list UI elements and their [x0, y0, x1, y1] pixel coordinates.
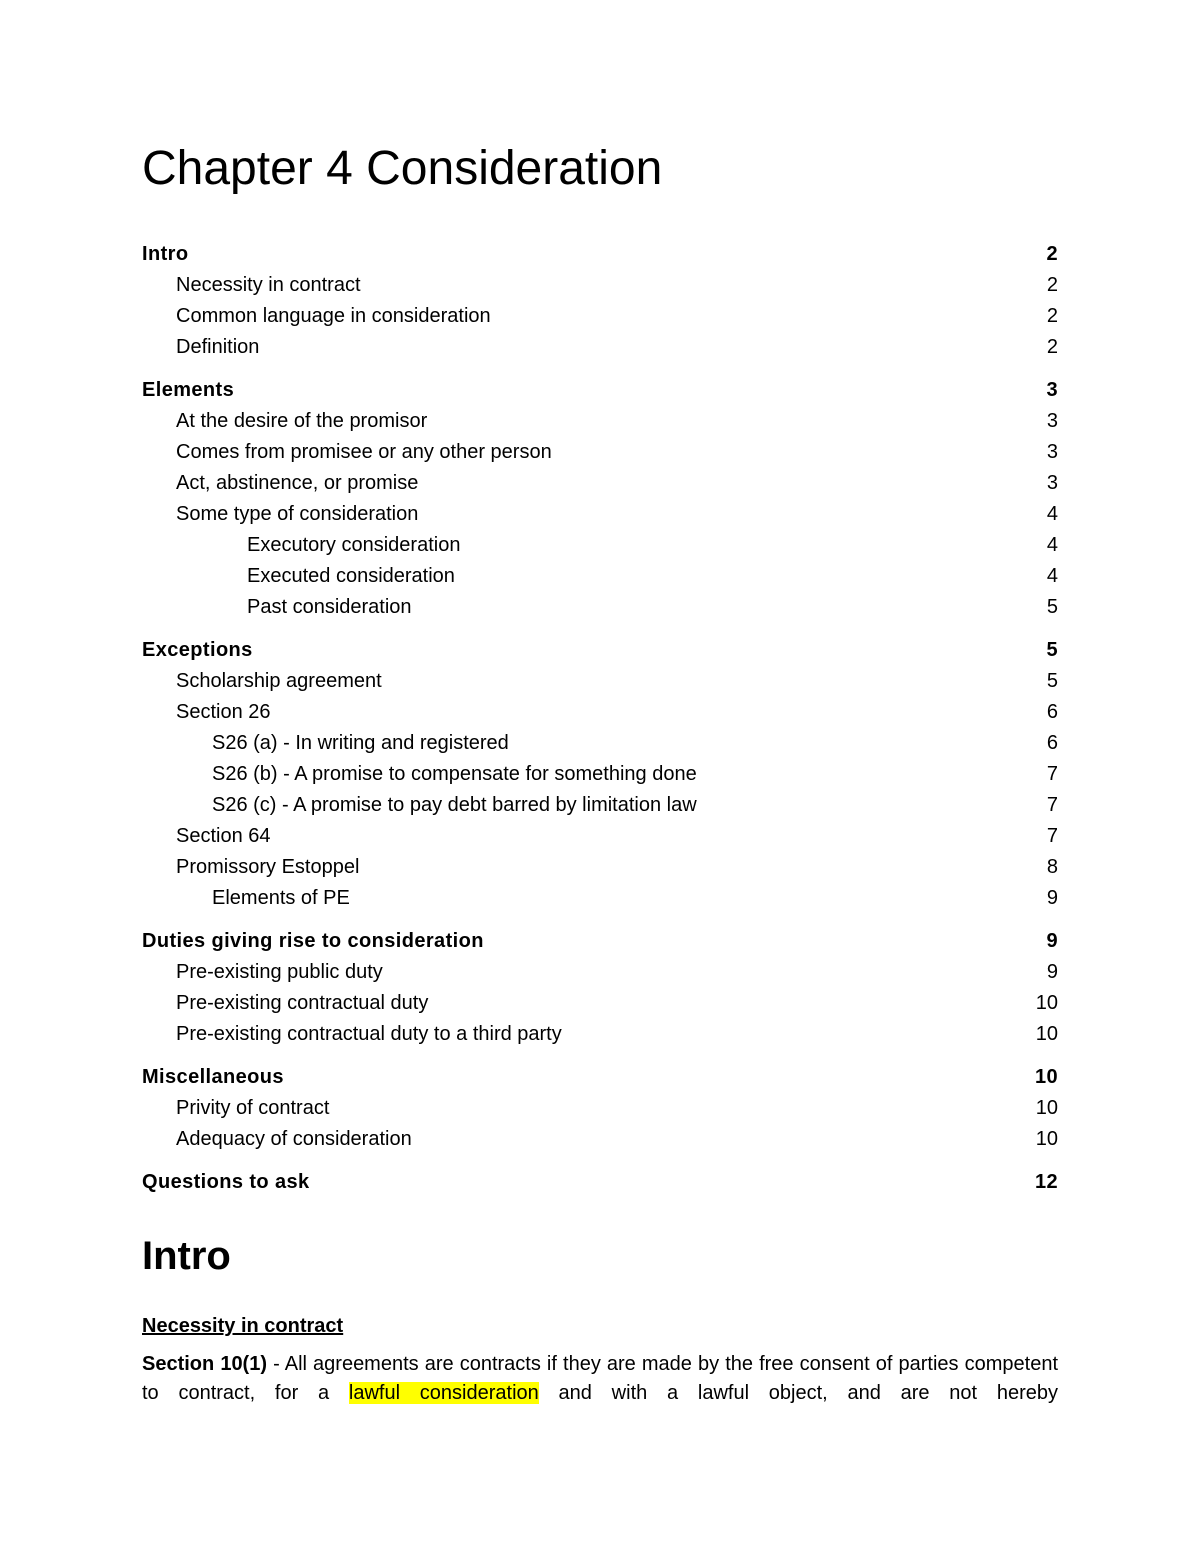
toc-entry[interactable]	[142, 697, 1058, 728]
toc-entry[interactable]	[142, 270, 1058, 301]
paragraph-text: - All agreements are contracts if they are made by the free consent of parties competent to contract, for a	[142, 1353, 1058, 1404]
toc-entry-page: 4	[1046, 534, 1058, 556]
toc-entry-page: 9	[1046, 961, 1058, 983]
toc-entry[interactable]	[142, 592, 1058, 623]
toc-entry-label: Comes from promisee or any other person	[176, 441, 552, 463]
toc-entry[interactable]	[142, 957, 1058, 988]
section-reference: Section 10(1)	[142, 1353, 268, 1375]
toc-entry[interactable]	[142, 1167, 1058, 1198]
toc-entry-page: 3	[1046, 472, 1058, 494]
toc-entry-page: 2	[1046, 243, 1058, 265]
toc-entry-label: Scholarship agreement	[176, 670, 382, 692]
toc-entry[interactable]	[142, 375, 1058, 406]
toc-entry-page: 2	[1046, 336, 1058, 358]
toc-entry-label: Promissory Estoppel	[176, 856, 360, 878]
paragraph-text-continued: and with a lawful object, and are not hereby	[538, 1382, 1059, 1404]
toc-entry[interactable]	[142, 468, 1058, 499]
section-heading: Intro	[142, 1234, 231, 1278]
toc-entry-label: S26 (b) - A promise to compensate for something done	[212, 763, 697, 785]
toc-entry-page: 10	[1035, 992, 1058, 1014]
toc-entry-label: Pre-existing contractual duty to a third party	[176, 1023, 562, 1045]
toc-entry-page: 7	[1046, 825, 1058, 847]
toc-entry-page: 6	[1046, 732, 1058, 754]
toc-entry-page: 10	[1034, 1066, 1058, 1088]
toc-entry[interactable]	[142, 1093, 1058, 1124]
toc-entry-label: At the desire of the promisor	[176, 410, 428, 432]
toc-entry-page: 7	[1046, 763, 1058, 785]
toc-entry-label: Act, abstinence, or promise	[176, 472, 419, 494]
toc-entry-label: Definition	[176, 336, 260, 358]
toc-entry[interactable]	[142, 821, 1058, 852]
toc-entry-page: 4	[1046, 503, 1058, 525]
toc-entry-page: 9	[1046, 887, 1058, 909]
toc-entry-label: Elements	[142, 379, 235, 401]
toc-entry[interactable]	[142, 790, 1058, 821]
toc-entry[interactable]	[142, 499, 1058, 530]
toc-entry-label: Past consideration	[247, 596, 412, 618]
toc-entry-page: 3	[1046, 410, 1058, 432]
toc-entry-page: 3	[1046, 441, 1058, 463]
toc-entry-page: 5	[1046, 596, 1058, 618]
toc-entry-label: Exceptions	[142, 639, 253, 661]
toc-entry-label: S26 (c) - A promise to pay debt barred by limitation law	[212, 794, 697, 816]
toc-entry-label: Section 26	[176, 701, 271, 723]
toc-entry[interactable]	[142, 406, 1058, 437]
toc-entry[interactable]	[142, 1124, 1058, 1155]
toc-entry-page: 10	[1035, 1128, 1058, 1150]
toc-entry[interactable]	[142, 635, 1058, 666]
toc-entry-label: Some type of consideration	[176, 503, 419, 525]
toc-entry-page: 9	[1046, 930, 1058, 952]
toc-entry-page: 2	[1046, 305, 1058, 327]
toc-entry-page: 8	[1046, 856, 1058, 878]
toc-entry[interactable]	[142, 437, 1058, 468]
toc-entry-label: Section 64	[176, 825, 271, 847]
toc-entry-page: 6	[1046, 701, 1058, 723]
toc-entry[interactable]	[142, 561, 1058, 592]
toc-entry-label: Adequacy of consideration	[176, 1128, 412, 1150]
toc-entry-page: 10	[1035, 1023, 1058, 1045]
toc-entry-label: Questions to ask	[142, 1171, 310, 1193]
toc-entry[interactable]	[142, 988, 1058, 1019]
toc-entry-label: S26 (a) - In writing and registered	[212, 732, 509, 754]
toc-entry-label: Privity of contract	[176, 1097, 330, 1119]
toc-entry-page: 7	[1046, 794, 1058, 816]
toc-entry-label: Duties giving rise to consideration	[142, 930, 484, 952]
highlighted-text: lawful consideration	[348, 1382, 539, 1404]
toc-entry[interactable]	[142, 666, 1058, 697]
toc-entry-label: Elements of PE	[212, 887, 350, 909]
toc-entry-page: 3	[1046, 379, 1058, 401]
toc-entry-label: Necessity in contract	[176, 274, 361, 296]
toc-entry[interactable]	[142, 852, 1058, 883]
toc-entry[interactable]	[142, 926, 1058, 957]
toc-entry-label: Pre-existing public duty	[176, 961, 383, 983]
toc-entry-label: Intro	[142, 243, 189, 265]
toc-entry-page: 5	[1046, 670, 1058, 692]
document-title: Chapter 4 Consideration	[142, 142, 663, 195]
toc-entry-page: 2	[1046, 274, 1058, 296]
toc-entry[interactable]	[142, 1019, 1058, 1050]
toc-entry-label: Executed consideration	[247, 565, 455, 587]
toc-entry[interactable]	[142, 759, 1058, 790]
toc-entry-label: Executory consideration	[247, 534, 461, 556]
subsection-heading: Necessity in contract	[142, 1315, 344, 1337]
table-of-contents	[142, 239, 1058, 1198]
toc-entry[interactable]	[142, 728, 1058, 759]
toc-entry[interactable]	[142, 301, 1058, 332]
toc-entry[interactable]	[142, 239, 1058, 270]
toc-entry-label: Pre-existing contractual duty	[176, 992, 429, 1014]
toc-entry-label: Miscellaneous	[142, 1066, 284, 1088]
toc-entry-page: 12	[1034, 1171, 1058, 1193]
toc-entry-page: 10	[1035, 1097, 1058, 1119]
toc-entry[interactable]	[142, 530, 1058, 561]
toc-entry[interactable]	[142, 883, 1058, 914]
toc-entry[interactable]	[142, 1062, 1058, 1093]
toc-entry-page: 5	[1046, 639, 1058, 661]
body-paragraph	[142, 1350, 1058, 1408]
toc-entry[interactable]	[142, 332, 1058, 363]
toc-entry-page: 4	[1046, 565, 1058, 587]
toc-entry-label: Common language in consideration	[176, 305, 491, 327]
